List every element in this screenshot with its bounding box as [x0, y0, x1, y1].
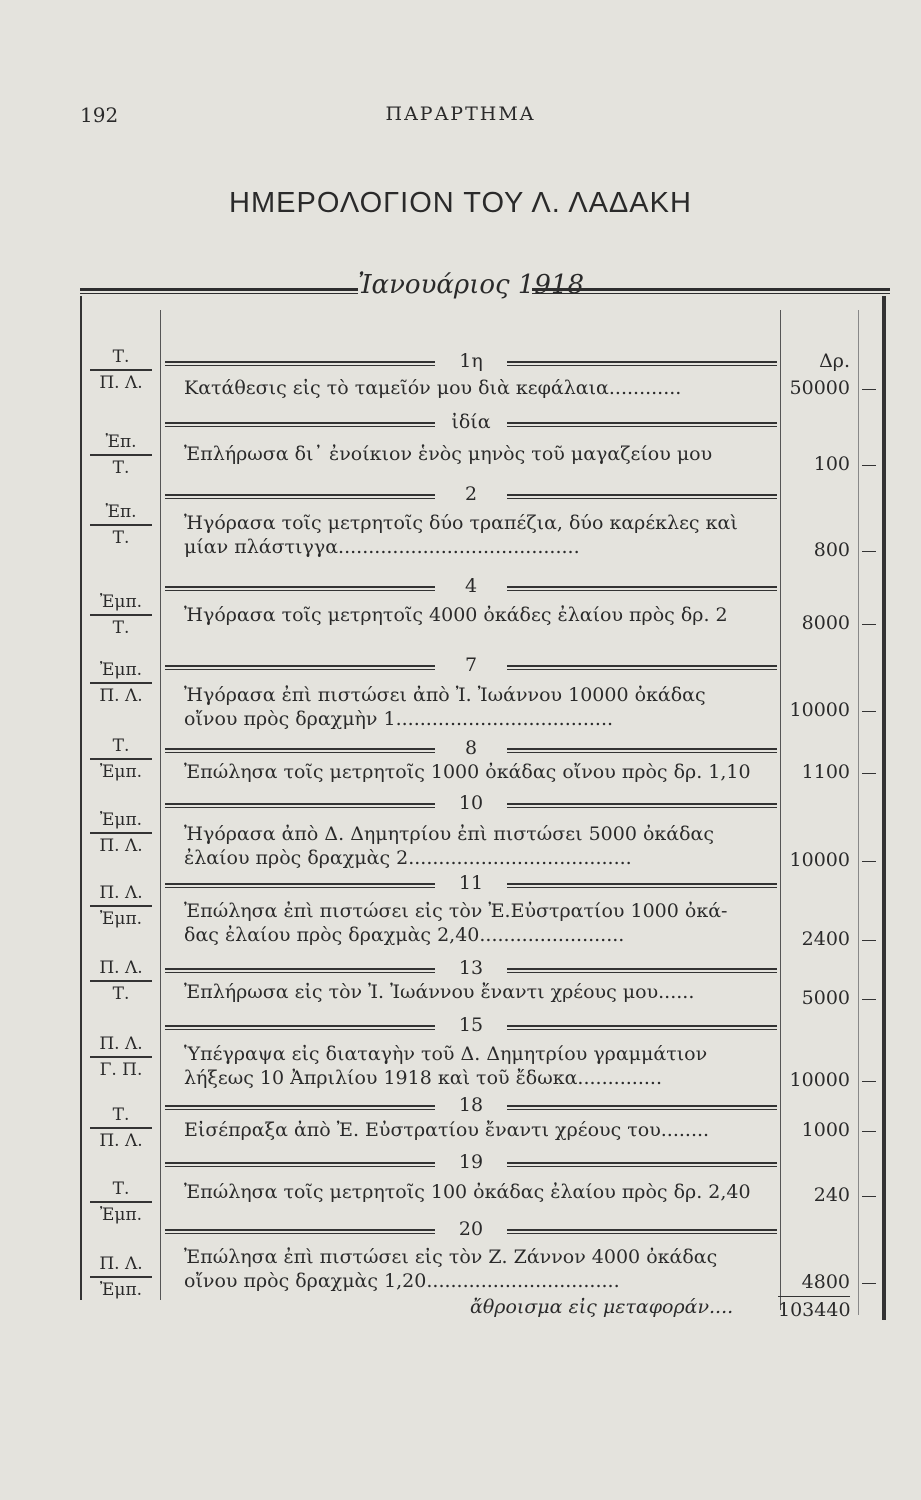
- entry-description: [184, 1118, 776, 1142]
- amount-tick-mark: [862, 861, 876, 862]
- day-divider: [165, 1014, 777, 1034]
- entry-amount: 5000: [801, 987, 850, 1009]
- amount-tick-mark: [862, 551, 876, 552]
- day-rule-left: [165, 586, 435, 591]
- account-separator: [90, 832, 152, 834]
- account-separator: [90, 682, 152, 684]
- debit-account: Ἐμπ.: [99, 810, 143, 830]
- credit-account: Τ.: [112, 458, 130, 478]
- entry-description: [184, 683, 776, 731]
- account-separator: [90, 758, 152, 760]
- day-rule-left: [165, 968, 435, 973]
- credit-account: Π. Λ.: [99, 373, 143, 393]
- debit-account: Π. Λ.: [99, 883, 143, 903]
- account-separator: [90, 454, 152, 456]
- entry-description: [184, 376, 776, 400]
- account-codes: [84, 591, 158, 639]
- day-label: 10: [458, 792, 484, 814]
- total-label: ἄθροισμα εἰς μεταφοράν....: [470, 1296, 734, 1318]
- ledger-left-border: [80, 296, 82, 1300]
- day-label: 20: [458, 1218, 484, 1240]
- account-codes: [84, 1253, 158, 1301]
- entry-amount: 4800: [801, 1271, 850, 1293]
- page-number: 192: [80, 103, 119, 127]
- day-label: 4: [464, 575, 478, 597]
- entry-line: Εἰσέπραξα ἀπὸ Ἐ. Εὐστρατίου ἔναντι χρέους του........: [184, 1119, 710, 1141]
- entry-description: [184, 980, 776, 1004]
- debit-account: Π. Λ.: [99, 1254, 143, 1274]
- day-divider: [165, 957, 777, 977]
- entry-amount: 10000: [789, 699, 850, 721]
- entry-amount: 8000: [801, 612, 850, 634]
- day-label: 1η: [459, 350, 483, 372]
- amount-tick-mark: [862, 465, 876, 466]
- day-divider: [165, 1151, 777, 1171]
- debit-account: Τ.: [112, 1179, 130, 1199]
- day-rule-left: [165, 748, 435, 753]
- day-label: 18: [458, 1094, 484, 1116]
- day-divider: [165, 792, 777, 812]
- credit-account: Τ.: [112, 984, 130, 1004]
- account-codes: [84, 431, 158, 479]
- currency-header: Δρ.: [819, 350, 850, 372]
- day-rule-left: [165, 665, 435, 670]
- day-divider: [165, 483, 777, 503]
- ledger-right-rule: [858, 310, 859, 1315]
- account-separator: [90, 524, 152, 526]
- entry-line: δας ἐλαίου πρὸς δραχμὰς 2,40........................: [184, 924, 625, 946]
- day-rule-right: [507, 422, 777, 427]
- running-head: ΠΑΡΑΡΤΗΜΑ: [385, 103, 536, 125]
- credit-account: Π. Λ.: [99, 1131, 143, 1151]
- entry-amount: 10000: [789, 1069, 850, 1091]
- entry-description: [184, 760, 776, 784]
- entry-description: [184, 822, 776, 870]
- debit-account: Ἐμπ.: [99, 660, 143, 680]
- amount-tick-mark: [862, 773, 876, 774]
- day-divider: [165, 1094, 777, 1114]
- day-rule-right: [507, 1105, 777, 1110]
- credit-account: Ἐμπ.: [99, 762, 143, 782]
- credit-account: Τ.: [112, 528, 130, 548]
- entry-line: Ὑπέγραψα εἰς διαταγὴν τοῦ Δ. Δημητρίου γραμμάτιον: [184, 1043, 708, 1065]
- accounts-column-divider: [160, 310, 161, 1300]
- day-rule-left: [165, 494, 435, 499]
- account-codes: [84, 501, 158, 549]
- debit-account: Π. Λ.: [99, 958, 143, 978]
- day-divider: [165, 1218, 777, 1238]
- account-codes: [84, 809, 158, 857]
- account-codes: [84, 1104, 158, 1152]
- amount-tick-mark: [862, 1283, 876, 1284]
- entry-line: Ἐπλήρωσα δι᾽ ἐνοίκιον ἑνὸς μηνὸς τοῦ μαγαζείου μου: [184, 443, 713, 465]
- entry-line: Ἐπώλησα τοῖς μετρητοῖς 100 ὀκάδας ἐλαίου πρὸς δρ. 2,40: [184, 1181, 751, 1203]
- day-divider: [165, 654, 777, 674]
- entry-line: Ἠγόρασα ἀπὸ Δ. Δημητρίου ἐπὶ πιστώσει 5000 ὀκάδας: [184, 823, 715, 845]
- amount-tick-mark: [862, 1081, 876, 1082]
- account-separator: [90, 980, 152, 982]
- day-rule-right: [507, 494, 777, 499]
- debit-account: Ἐπ.: [105, 502, 137, 522]
- day-rule-right: [507, 586, 777, 591]
- entry-line: Ἠγόρασα τοῖς μετρητοῖς 4000 ὀκάδες ἐλαίου πρὸς δρ. 2: [184, 604, 728, 626]
- month-heading: Ἰανουάριος 1918: [358, 270, 585, 300]
- day-rule-right: [507, 883, 777, 888]
- account-separator: [90, 905, 152, 907]
- day-rule-left: [165, 422, 435, 427]
- day-rule-left: [165, 803, 435, 808]
- day-rule-left: [165, 1025, 435, 1030]
- day-rule-right: [507, 361, 777, 366]
- amount-tick-mark: [862, 389, 876, 390]
- amount-tick-mark: [862, 940, 876, 941]
- account-codes: [84, 1033, 158, 1081]
- account-separator: [90, 1201, 152, 1203]
- amount-tick-mark: [862, 1131, 876, 1132]
- account-codes: [84, 1178, 158, 1226]
- day-label: 19: [458, 1151, 484, 1173]
- debit-account: Τ.: [112, 1105, 130, 1125]
- day-rule-right: [507, 1025, 777, 1030]
- day-rule-left: [165, 361, 435, 366]
- debit-account: Ἐπ.: [105, 432, 137, 452]
- entry-line: μίαν πλάστιγγα........................................: [184, 536, 580, 558]
- entry-description: [184, 511, 776, 559]
- entry-line: ἐλαίου πρὸς δραχμὰς 2.....................................: [184, 847, 632, 869]
- day-rule-right: [507, 748, 777, 753]
- entry-amount: 2400: [801, 928, 850, 950]
- day-label: 7: [464, 654, 478, 676]
- day-rule-right: [507, 968, 777, 973]
- top-rule-left: [80, 288, 358, 294]
- entry-line: οἴνου πρὸς δραχμὰς 1,20................................: [184, 1270, 620, 1292]
- page-title: ΗΜΕΡΟΛΟΓΙΟΝ ΤΟΥ Λ. ΛΑΔΑΚΗ: [229, 187, 692, 219]
- total-amount: 103440: [778, 1296, 850, 1321]
- entry-line: Ἐπώλησα τοῖς μετρητοῖς 1000 ὀκάδας οἴνου πρὸς δρ. 1,10: [184, 761, 751, 783]
- entry-amount: 800: [813, 539, 850, 561]
- day-rule-right: [507, 1162, 777, 1167]
- account-separator: [90, 614, 152, 616]
- entry-description: [184, 1245, 776, 1293]
- credit-account: Ἐμπ.: [99, 909, 143, 929]
- day-label: 13: [458, 957, 484, 979]
- entry-description: [184, 603, 776, 627]
- day-divider: [165, 872, 777, 892]
- amount-tick-mark: [862, 624, 876, 625]
- amount-column-divider: [780, 310, 781, 1310]
- entry-amount: 1100: [801, 761, 850, 783]
- credit-account: Π. Λ.: [99, 836, 143, 856]
- amount-tick-mark: [862, 999, 876, 1000]
- account-separator: [90, 1276, 152, 1278]
- debit-account: Π. Λ.: [99, 1034, 143, 1054]
- day-divider: [165, 411, 777, 431]
- top-rule-right: [532, 288, 890, 294]
- account-codes: [84, 346, 158, 394]
- entry-description: [184, 899, 776, 947]
- entry-description: [184, 442, 776, 466]
- entry-line: Κατάθεσις εἰς τὸ ταμεῖόν μου διὰ κεφάλαια............: [184, 377, 682, 399]
- day-rule-left: [165, 1162, 435, 1167]
- entry-line: Ἠγόρασα τοῖς μετρητοῖς δύο τραπέζια, δύο καρέκλες καὶ: [184, 512, 738, 534]
- account-separator: [90, 1127, 152, 1129]
- day-label: 15: [458, 1014, 484, 1036]
- account-codes: [84, 957, 158, 1005]
- debit-account: Ἐμπ.: [99, 592, 143, 612]
- day-rule-left: [165, 883, 435, 888]
- debit-account: Τ.: [112, 347, 130, 367]
- day-label: 2: [464, 483, 478, 505]
- entry-amount: 1000: [801, 1119, 850, 1141]
- entry-line: Ἐπώλησα ἐπὶ πιστώσει εἰς τὸν Ζ. Ζάννον 4000 ὀκάδας: [184, 1246, 718, 1268]
- account-codes: [84, 659, 158, 707]
- credit-account: Ἐμπ.: [99, 1205, 143, 1225]
- entry-line: λήξεως 10 Ἀπριλίου 1918 καὶ τοῦ ἔδωκα..............: [184, 1067, 662, 1089]
- day-label: ἰδία: [451, 411, 491, 433]
- day-rule-right: [507, 665, 777, 670]
- day-divider: [165, 350, 777, 370]
- day-divider: [165, 575, 777, 595]
- entry-amount: 100: [813, 453, 850, 475]
- entry-line: οἴνου πρὸς δραχμὴν 1....................................: [184, 708, 614, 730]
- entry-line: Ἐπλήρωσα εἰς τὸν Ἰ. Ἰωάννου ἔναντι χρέους μου......: [184, 981, 695, 1003]
- day-label: 11: [458, 872, 484, 894]
- day-divider: [165, 737, 777, 757]
- account-separator: [90, 1056, 152, 1058]
- entry-amount: 240: [813, 1184, 850, 1206]
- account-codes: [84, 882, 158, 930]
- credit-account: Ἐμπ.: [99, 1280, 143, 1300]
- entry-amount: 50000: [789, 377, 850, 399]
- day-rule-left: [165, 1229, 435, 1234]
- entry-line: Ἐπώλησα ἐπὶ πιστώσει εἰς τὸν Ἐ.Εὐστρατίου 1000 ὀκά-: [184, 900, 728, 922]
- credit-account: Γ. Π.: [99, 1060, 143, 1080]
- amount-tick-mark: [862, 1196, 876, 1197]
- amount-tick-mark: [862, 711, 876, 712]
- credit-account: Τ.: [112, 618, 130, 638]
- day-rule-left: [165, 1105, 435, 1110]
- entry-description: [184, 1042, 776, 1090]
- debit-account: Τ.: [112, 736, 130, 756]
- day-rule-right: [507, 803, 777, 808]
- account-separator: [90, 369, 152, 371]
- account-codes: [84, 735, 158, 783]
- entry-description: [184, 1180, 776, 1204]
- ledger-right-border: [882, 296, 886, 1320]
- day-rule-right: [507, 1229, 777, 1234]
- entry-line: Ἠγόρασα ἐπὶ πιστώσει ἀπὸ Ἰ. Ἰωάννου 10000 ὀκάδας: [184, 684, 706, 706]
- entry-amount: 10000: [789, 849, 850, 871]
- day-label: 8: [464, 737, 478, 759]
- credit-account: Π. Λ.: [99, 686, 143, 706]
